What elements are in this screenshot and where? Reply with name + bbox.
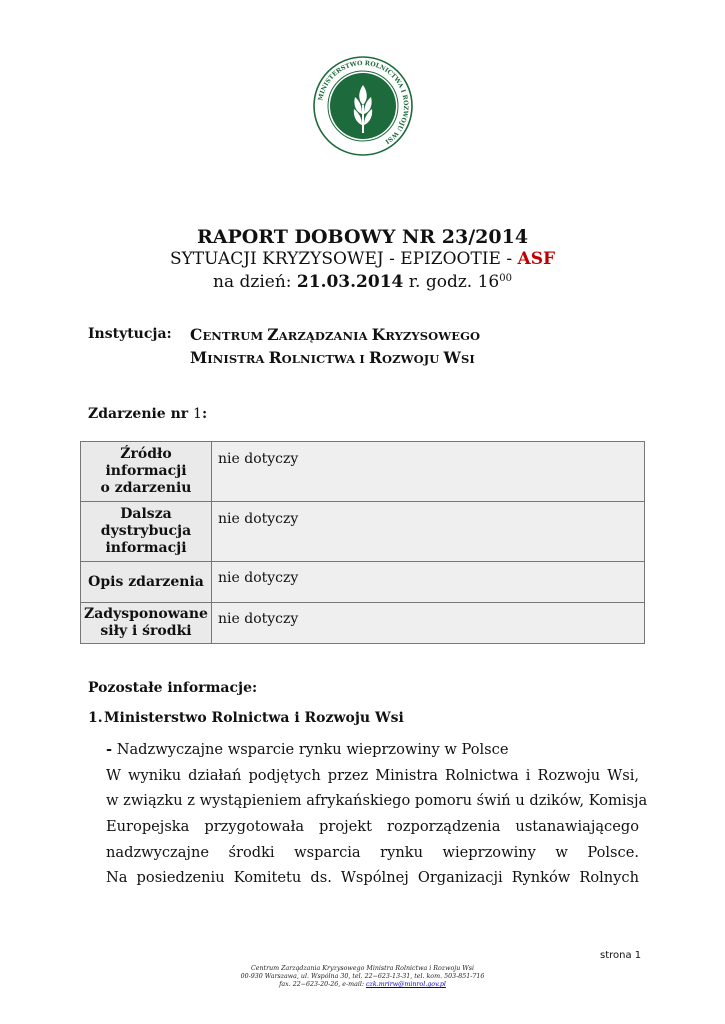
row-value: nie dotyczy <box>212 442 645 502</box>
footer-line3: fax. 22−623-20-26, e-mail: czk.mrirw@minrol.gov.pl <box>279 981 446 988</box>
row-label: Źródło informacji o zdarzeniu <box>81 442 212 502</box>
row-label: Dalsza dystrybucja informacji <box>81 502 212 562</box>
section-number: 1. <box>88 710 103 726</box>
row-label: Opis zdarzenia <box>81 562 212 603</box>
report-date: na dzień: 21.03.2014 r. godz. $16^{00}$ <box>213 272 512 292</box>
institution-name-line1: CENTRUM ZARZĄDZANIA KRYZYSOWEGO <box>190 325 481 344</box>
email-link[interactable]: czk.mrirw@minrol.gov.pl <box>366 981 446 988</box>
other-info-heading: Pozostałe informacje: <box>88 680 258 696</box>
paragraph-line: nadzwyczajne środki wsparcia rynku wieprzowiny w Polsce. <box>106 844 639 861</box>
report-title: RAPORT DOBOWY NR 23/2014 <box>196 226 529 248</box>
table-row <box>81 502 645 562</box>
paragraph-line: w związku z wystąpieniem afrykańskiego pomoru świń u dzików, Komisja <box>106 792 648 809</box>
footer-line1: Centrum Zarządzania Kryzysowego Ministra Rolnictwa i Rozwoju Wsi <box>250 965 475 972</box>
table-row <box>81 603 645 644</box>
row-value: nie dotyczy <box>212 502 645 562</box>
row-value: nie dotyczy <box>212 603 645 644</box>
paragraph-line: W wyniku działań podjętych przez Ministra Rolnictwa i Rozwoju Wsi, <box>106 767 639 784</box>
ministry-logo-seal <box>312 55 414 157</box>
bullet-item: - Nadzwyczajne wsparcie rynku wieprzowiny w Polsce <box>106 741 509 758</box>
event-label: Zdarzenie nr 1: <box>88 406 208 422</box>
page-number: strona 1 <box>600 950 642 961</box>
paragraph-line: Na posiedzeniu Komitetu ds. Wspólnej Organizacji Rynków Rolnych <box>106 869 639 886</box>
footer-line2: 00-930 Warszawa, ul. Wspólna 30, tel. 22−623-13-31, tel. kom. 503-851-716 <box>240 973 485 980</box>
table-row <box>81 442 645 502</box>
section-title: Ministerstwo Rolnictwa i Rozwoju Wsi <box>104 710 404 726</box>
institution-label: Instytucja: <box>88 326 172 342</box>
event-info-table <box>80 441 645 644</box>
table-row <box>81 562 645 603</box>
institution-name-line2: MINISTRA ROLNICTWA I ROZWOJU WSI <box>190 348 475 367</box>
asf-highlight: ASF <box>517 249 556 269</box>
row-label: Zadysponowane siły i środki <box>81 603 212 644</box>
report-subtitle: SYTUACJI KRYZYSOWEJ - EPIZOOTIE - ASF <box>169 249 556 269</box>
paragraph-line: Europejska przygotowała projekt rozporządzenia ustanawiającego <box>106 818 639 835</box>
row-value: nie dotyczy <box>212 562 645 603</box>
svg-text:MINISTERSTWO ROLNICTWA I ROZWO: MINISTERSTWO ROLNICTWA I ROZWOJU WSI <box>317 59 410 145</box>
